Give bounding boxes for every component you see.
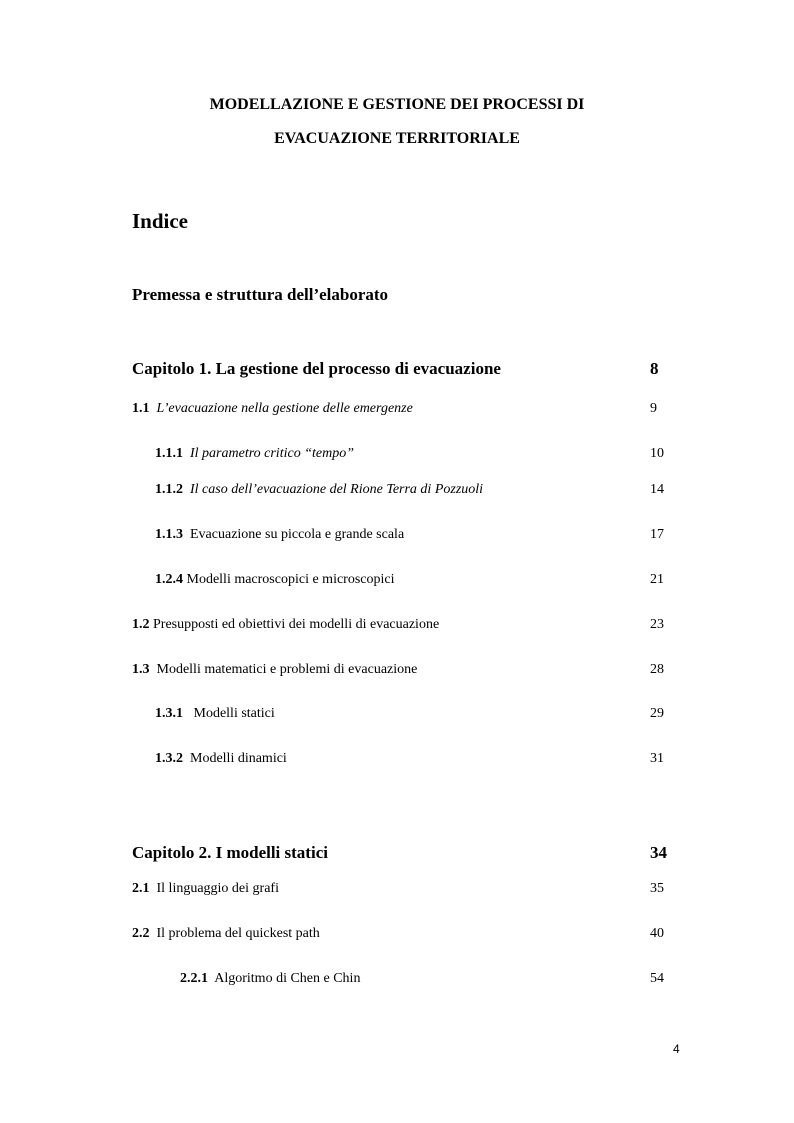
chapter-2-title: Capitolo 2. I modelli statici <box>132 843 328 862</box>
toc-entry-text: Modelli matematici e problemi di evacuazione <box>156 662 418 677</box>
toc-entry-1-3-1-page: 29 <box>650 706 664 721</box>
toc-entry-1-3 <box>132 662 417 678</box>
toc-entry-1-3-2-page: 31 <box>650 751 664 766</box>
toc-entry-text: Modelli dinamici <box>190 751 287 766</box>
toc-entry-1-2-4-page: 21 <box>650 572 664 587</box>
toc-entry-1-1-3-page: 17 <box>650 527 664 542</box>
toc-entry-1-3-2 <box>155 751 287 767</box>
index-heading: Indice <box>132 209 189 233</box>
toc-entry-number: 1.3 <box>132 662 150 677</box>
toc-entry-2-2-1-page: 54 <box>650 971 664 986</box>
toc-entry-text: Modelli statici <box>193 706 275 721</box>
toc-entry-number: 1.2.4 <box>155 572 183 587</box>
toc-entry-1-1-2-page: 14 <box>650 482 664 497</box>
toc-entry-text: Il parametro critico “tempo” <box>190 446 354 461</box>
toc-entry-1-1-1-page: 10 <box>650 446 664 461</box>
document-title-line-1: MODELLAZIONE E GESTIONE DEI PROCESSI DI <box>209 96 585 113</box>
toc-entry-number: 1.3.2 <box>155 751 183 766</box>
toc-entry-1-1-1 <box>155 446 354 462</box>
toc-entry-1-3-1 <box>155 706 275 722</box>
toc-entry-2-1 <box>132 881 279 897</box>
toc-entry-1-2-page: 23 <box>650 617 664 632</box>
toc-entry-2-2 <box>132 926 320 942</box>
toc-entry-number: 1.1 <box>132 401 150 416</box>
toc-entry-1-1-page: 9 <box>650 401 657 416</box>
toc-entry-1-2 <box>132 617 439 633</box>
toc-entry-1-1-2 <box>155 482 483 498</box>
toc-entry-number: 1.1.2 <box>155 482 183 497</box>
document-title-line-2: EVACUAZIONE TERRITORIALE <box>274 130 520 147</box>
toc-entry-2-1-page: 35 <box>650 881 664 896</box>
chapter-2-page: 34 <box>650 843 667 862</box>
toc-entry-text: Modelli macroscopici e microscopici <box>186 572 395 587</box>
toc-entry-2-2-page: 40 <box>650 926 664 941</box>
toc-entry-2-2-1 <box>180 971 360 987</box>
toc-entry-1-1-3 <box>155 527 404 543</box>
toc-entry-text: Il problema del quickest path <box>156 926 320 941</box>
toc-entry-text: Il caso dell’evacuazione del Rione Terra di Pozzuoli <box>190 482 484 497</box>
toc-entry-number: 2.2.1 <box>180 971 208 986</box>
toc-entry-text: Algoritmo di Chen e Chin <box>214 971 361 986</box>
toc-entry-number: 1.2 <box>132 617 150 632</box>
toc-entry-text: Evacuazione su piccola e grande scala <box>190 527 405 542</box>
page-number: 4 <box>673 1042 680 1056</box>
toc-entry-1-2-4 <box>155 572 395 588</box>
toc-entry-text: L’evacuazione nella gestione delle emergenze <box>156 401 413 416</box>
chapter-1-title: Capitolo 1. La gestione del processo di evacuazione <box>132 359 501 378</box>
toc-entry-1-1 <box>132 401 413 417</box>
chapter-1-page: 8 <box>650 359 659 378</box>
toc-entry-text: Presupposti ed obiettivi dei modelli di evacuazione <box>153 617 440 632</box>
toc-entry-number: 2.2 <box>132 926 150 941</box>
toc-entry-number: 1.1.1 <box>155 446 183 461</box>
toc-entry-number: 2.1 <box>132 881 150 896</box>
toc-entry-number: 1.1.3 <box>155 527 183 542</box>
toc-entry-number: 1.3.1 <box>155 706 183 721</box>
toc-entry-1-3-page: 28 <box>650 662 664 677</box>
premessa-heading: Premessa e struttura dell’elaborato <box>132 285 389 304</box>
toc-entry-text: Il linguaggio dei grafi <box>156 881 279 896</box>
